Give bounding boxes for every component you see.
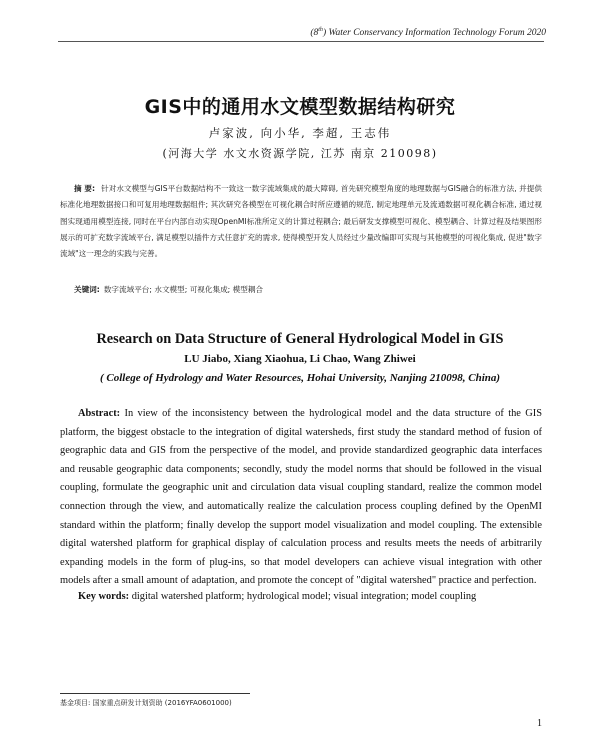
header-rule (58, 41, 544, 42)
running-head (310, 27, 546, 38)
english-abstract-text: In view of the inconsistency between the hydrological model and the data structure of the GIS platform, the biggest obstacle to the integration of digital watersheds, first study the standard method of fusion of geographic data and GIS from the perspective of the model, and provide standardized geographic data interfaces and reusable geographic data components; secondly, study the model norms that should be followed in the visual coupling, formulate the geographic unit and circulation data visual coupling standard, realize the common model connection through the view, and automatically realize the calculation process coupling defined by the OpenMI standard within the platform; finally develop the support model visualization and model coupling. The extensible digital watershed platform for graphical display of calculation process and results meets the needs of arbitrarily expanding models in the form of plug-ins, so that model developers can achieve visual integration with other models after a small amount of adaptation, and promote the concept of "digital watershed" practice and perfection. (60, 408, 542, 587)
english-keywords-text: digital watershed platform; hydrological model; visual integration; model coupling (129, 591, 477, 602)
chinese-keywords (60, 284, 542, 295)
page-number: 1 (537, 718, 542, 729)
chinese-abstract-text: 针对水文模型与GIS平台数据结构不一致这一数字流域集成的最大障碍, 首先研究模型角度的地理数据与GIS融合的标准方法, 并提供标准化地理数据接口和可复用地理数据组件; 其次研究各模型在可视化耦合时所应遵循的规范, 制定地理单元及流通数据可视化耦合标准, 通过视图实现通用模型连接, 同时在平台内部自动实现OpenMI标准所定义的计算过程耦合; 最后研发支撑模型可视化、模型耦合、计算过程及结果图形展示的可扩充数字流域平台, 满足模型以插件方式任意扩充的需求, 使得模型开发人员经过少量改编即可实现与其他模型的可视化集成, 促进"数字流域"这一理念的实践与完善。 (60, 184, 542, 259)
running-head-prefix: (8 (310, 28, 319, 39)
funding-footnote: 基金项目: 国家重点研发计划资助 (2016YFA0601000) (60, 699, 232, 707)
chinese-abstract-label: 摘 要: (74, 184, 96, 193)
running-head-superscript: th (318, 27, 323, 33)
english-title: Research on Data Structure of General Hydrological Model in GIS (96, 331, 504, 347)
running-head-suffix: ) Water Conservancy Information Technology Forum 2020 (322, 28, 546, 39)
english-abstract (60, 405, 542, 591)
english-authors: LU Jiabo, Xiang Xiaohua, Li Chao, Wang Zhiwei (184, 353, 416, 365)
chinese-keywords-text: 数字流域平台; 水文模型; 可视化集成; 模型耦合 (103, 285, 264, 294)
chinese-abstract (60, 181, 542, 262)
chinese-title: GIS中的通用水文模型数据结构研究 (144, 96, 456, 118)
footnote-rule (60, 693, 250, 694)
chinese-affiliation: (河海大学 水文水资源学院, 江苏 南京 210098) (162, 147, 438, 160)
chinese-authors: 卢家波, 向小华, 李超, 王志伟 (208, 126, 392, 140)
english-abstract-label: Abstract: (78, 408, 121, 419)
english-keywords (60, 591, 542, 602)
english-keywords-label: Key words: (78, 591, 130, 602)
chinese-keywords-label: 关键词: (74, 285, 100, 294)
english-affiliation: ( College of Hydrology and Water Resources, Hohai University, Nanjing 210098, China) (99, 372, 501, 384)
